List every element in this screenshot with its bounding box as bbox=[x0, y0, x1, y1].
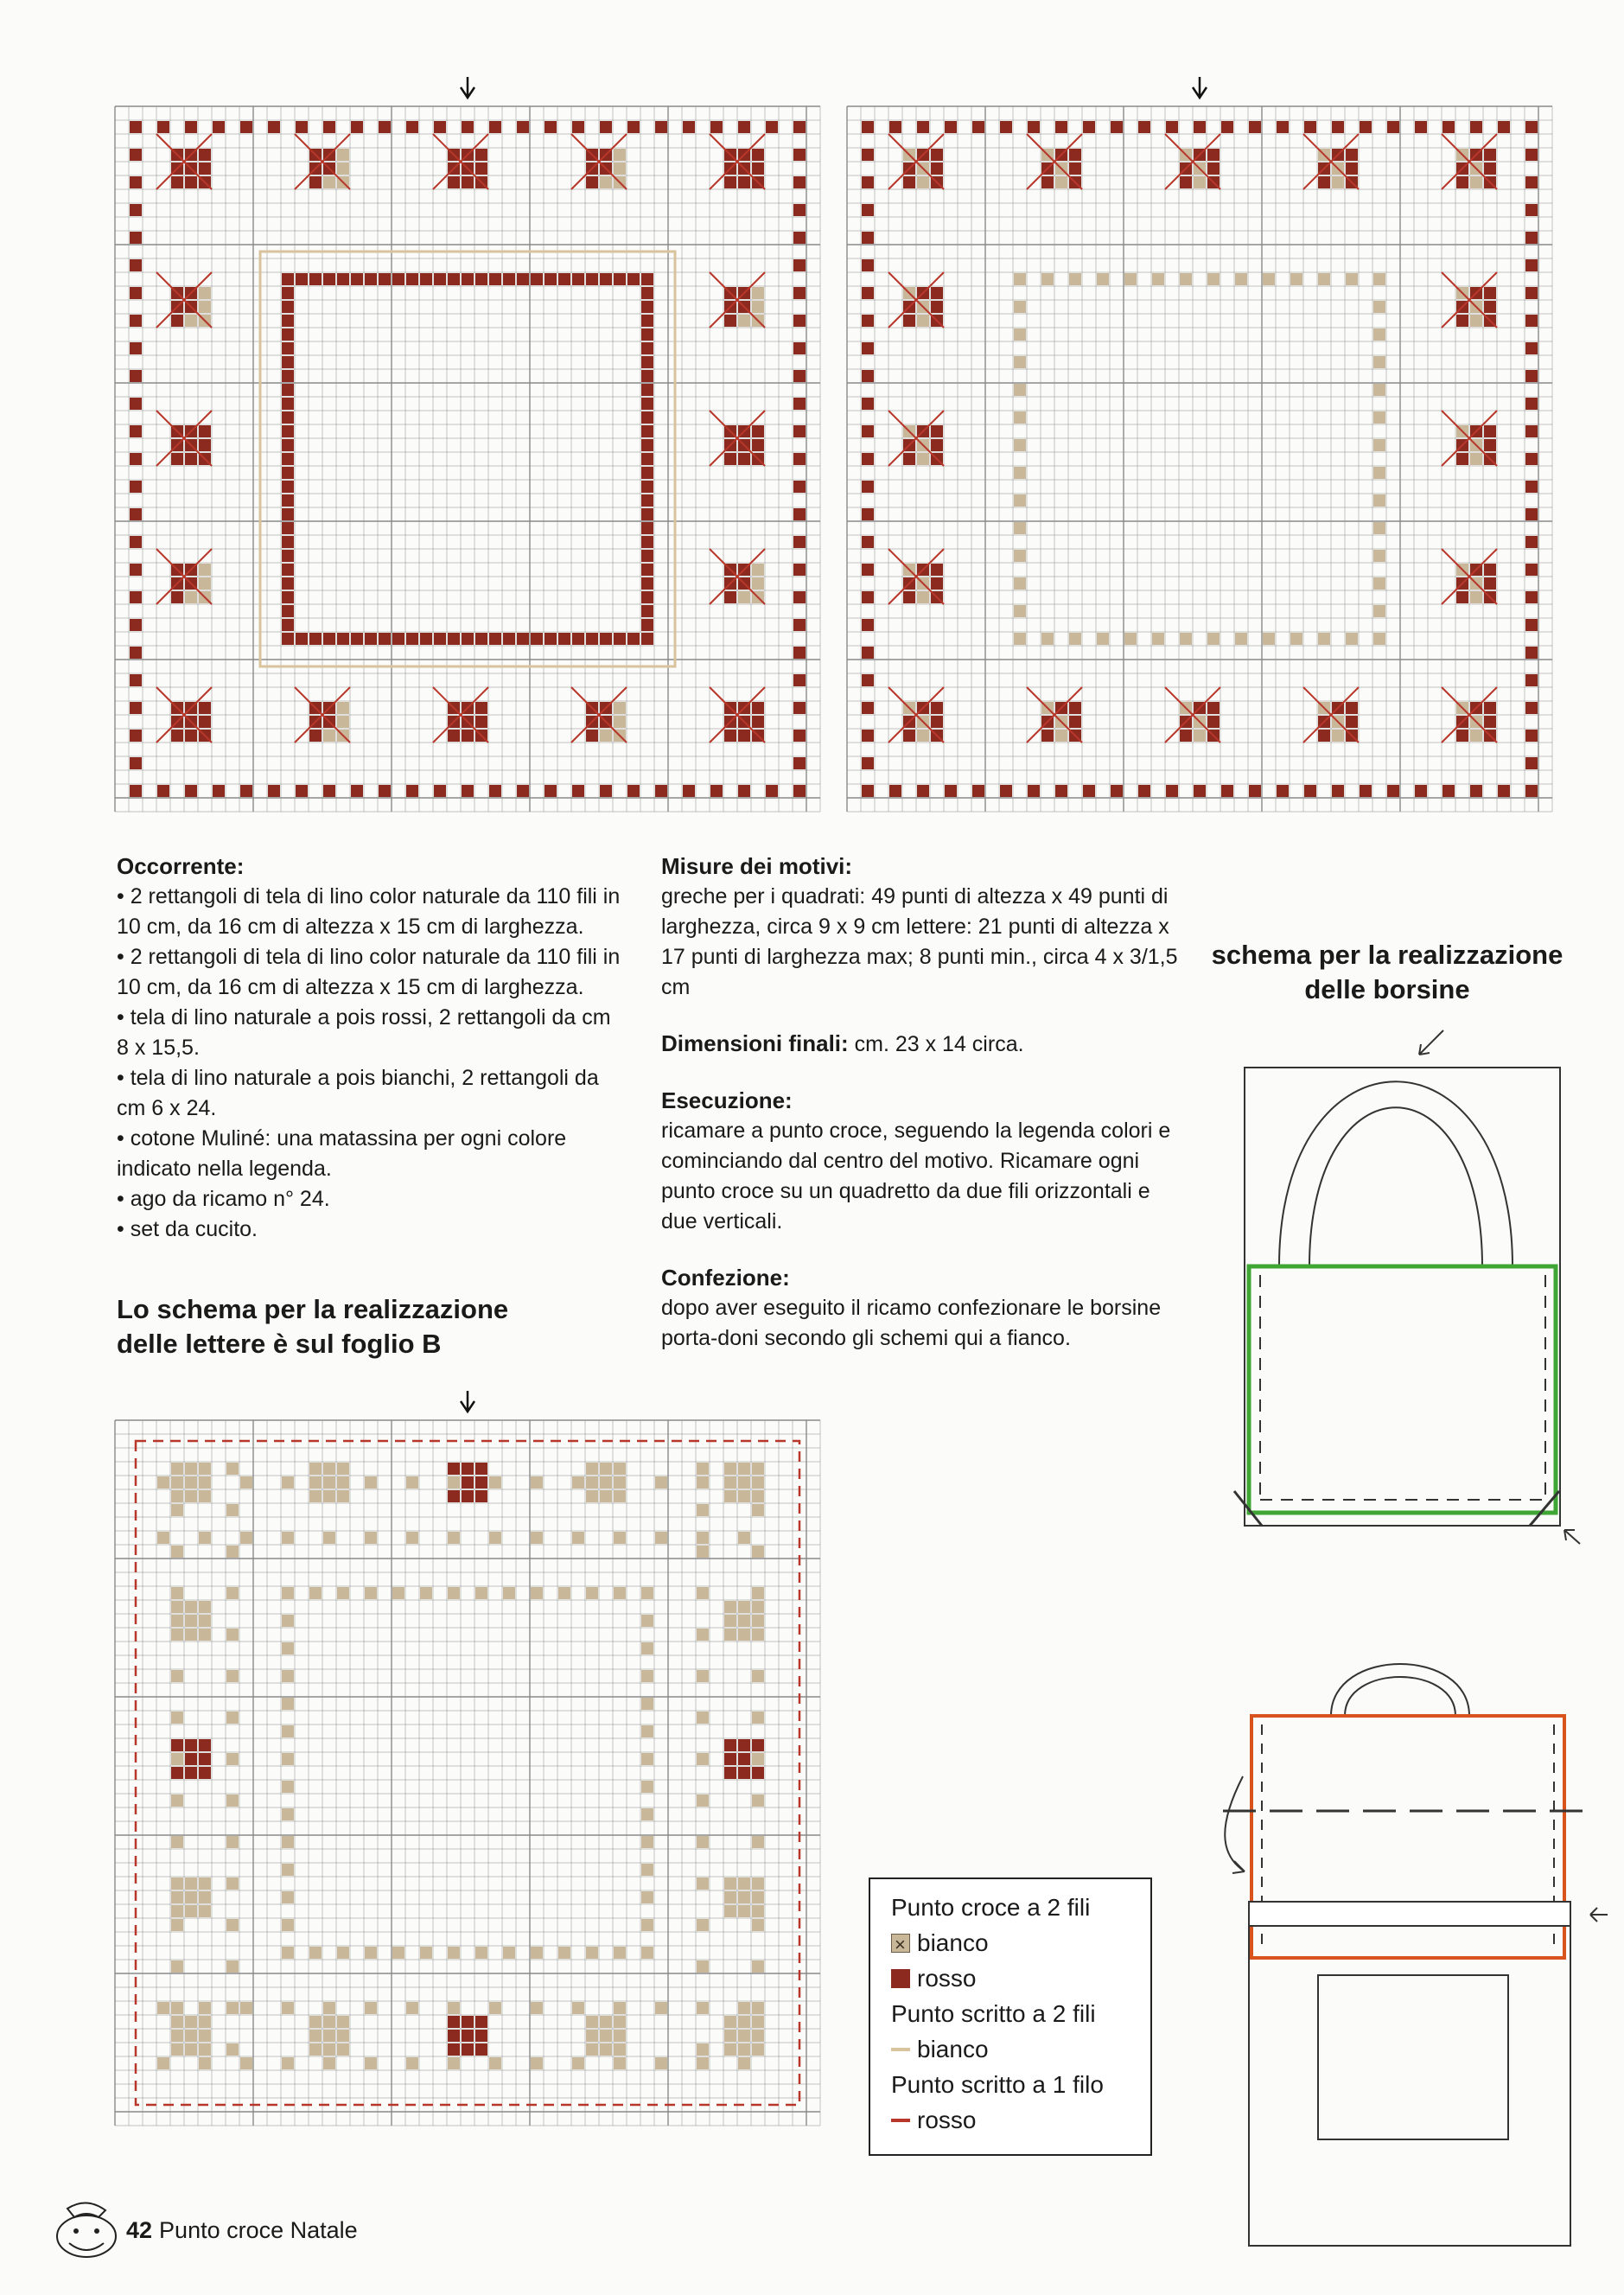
chart-scrolls bbox=[112, 1418, 823, 2128]
materials-block bbox=[117, 851, 627, 1245]
bag-diagram-bottom bbox=[1184, 1638, 1624, 2295]
measures-text: greche per i quadrati: 49 punti di altezza x 49 punti di larghezza, circa 9 x 9 cm lettere: 21 punti di altezza x 17 punti di larghezza max; 8 punti min., circa 4 x 3/1,5 cm bbox=[661, 884, 1178, 999]
legend-backstitch-2: Punto scritto a 2 fili bbox=[891, 2000, 1096, 2027]
execution-heading: Esecuzione: bbox=[661, 1087, 793, 1113]
materials-item: • tela di lino naturale a pois rossi, 2 rettangoli da cm 8 x 15,5. bbox=[117, 1003, 627, 1063]
bianco-swatch-icon bbox=[891, 1934, 910, 1953]
rosso-swatch-icon bbox=[891, 1969, 910, 1988]
final-dimensions-text: cm. 23 x 14 circa. bbox=[854, 1032, 1024, 1056]
legend-rosso: rosso bbox=[917, 1965, 977, 1992]
legend-bianco-line: bianco bbox=[917, 2036, 989, 2062]
bag-diagram-top bbox=[1227, 1020, 1590, 1556]
legend-rosso-line: rosso bbox=[917, 2107, 977, 2133]
materials-item: • cotone Muliné: una matassina per ogni colore indicato nella legenda. bbox=[117, 1124, 627, 1184]
chart-hearts bbox=[112, 104, 823, 814]
legend-bianco: bianco bbox=[917, 1929, 989, 1956]
measures-heading: Misure dei motivi: bbox=[661, 853, 853, 879]
legend-cross-stitch: Punto croce a 2 fili bbox=[891, 1894, 1091, 1921]
materials-item: • set da cucito. bbox=[117, 1214, 627, 1245]
rosso-line-icon bbox=[891, 2119, 910, 2122]
assembly-text: dopo aver eseguito il ricamo confezionare le borsine porta-doni secondo gli schemi qui a fianco. bbox=[661, 1296, 1162, 1350]
chart-leaves bbox=[844, 104, 1555, 814]
bag-diagram-title: schema per la realizzazione delle borsine bbox=[1211, 940, 1563, 1004]
materials-item: • ago da ricamo n° 24. bbox=[117, 1184, 627, 1214]
materials-item: • 2 rettangoli di tela di lino color naturale da 110 fili in 10 cm, da 16 cm di altezza x 15 cm di larghezza. bbox=[117, 942, 627, 1003]
materials-heading: Occorrente: bbox=[117, 853, 245, 879]
bianco-line-icon bbox=[891, 2048, 910, 2051]
page-footer bbox=[50, 2200, 358, 2260]
letters-note: Lo schema per la realizzazione delle lettere è sul foglio B bbox=[117, 1294, 509, 1359]
santa-icon bbox=[50, 2200, 123, 2260]
execution-text: ricamare a punto croce, seguendo la legenda colori e cominciando dal centro del motivo. Ricamare ogni punto croce su un quadretto da due fili orizzontali e due verticali. bbox=[661, 1119, 1171, 1234]
assembly-heading: Confezione: bbox=[661, 1265, 790, 1291]
final-dimensions-heading: Dimensioni finali: bbox=[661, 1030, 849, 1056]
legend bbox=[869, 1877, 1152, 2156]
legend-backstitch-1: Punto scritto a 1 filo bbox=[891, 2071, 1104, 2098]
page-number: 42 bbox=[126, 2216, 153, 2243]
footer-title: Punto croce Natale bbox=[159, 2216, 358, 2243]
materials-item: • tela di lino naturale a pois bianchi, 2 rettangoli da cm 6 x 24. bbox=[117, 1063, 627, 1124]
instructions-block bbox=[661, 851, 1180, 1354]
materials-item: • 2 rettangoli di tela di lino color naturale da 110 fili in 10 cm, da 16 cm di altezza x 15 cm di larghezza. bbox=[117, 882, 627, 942]
